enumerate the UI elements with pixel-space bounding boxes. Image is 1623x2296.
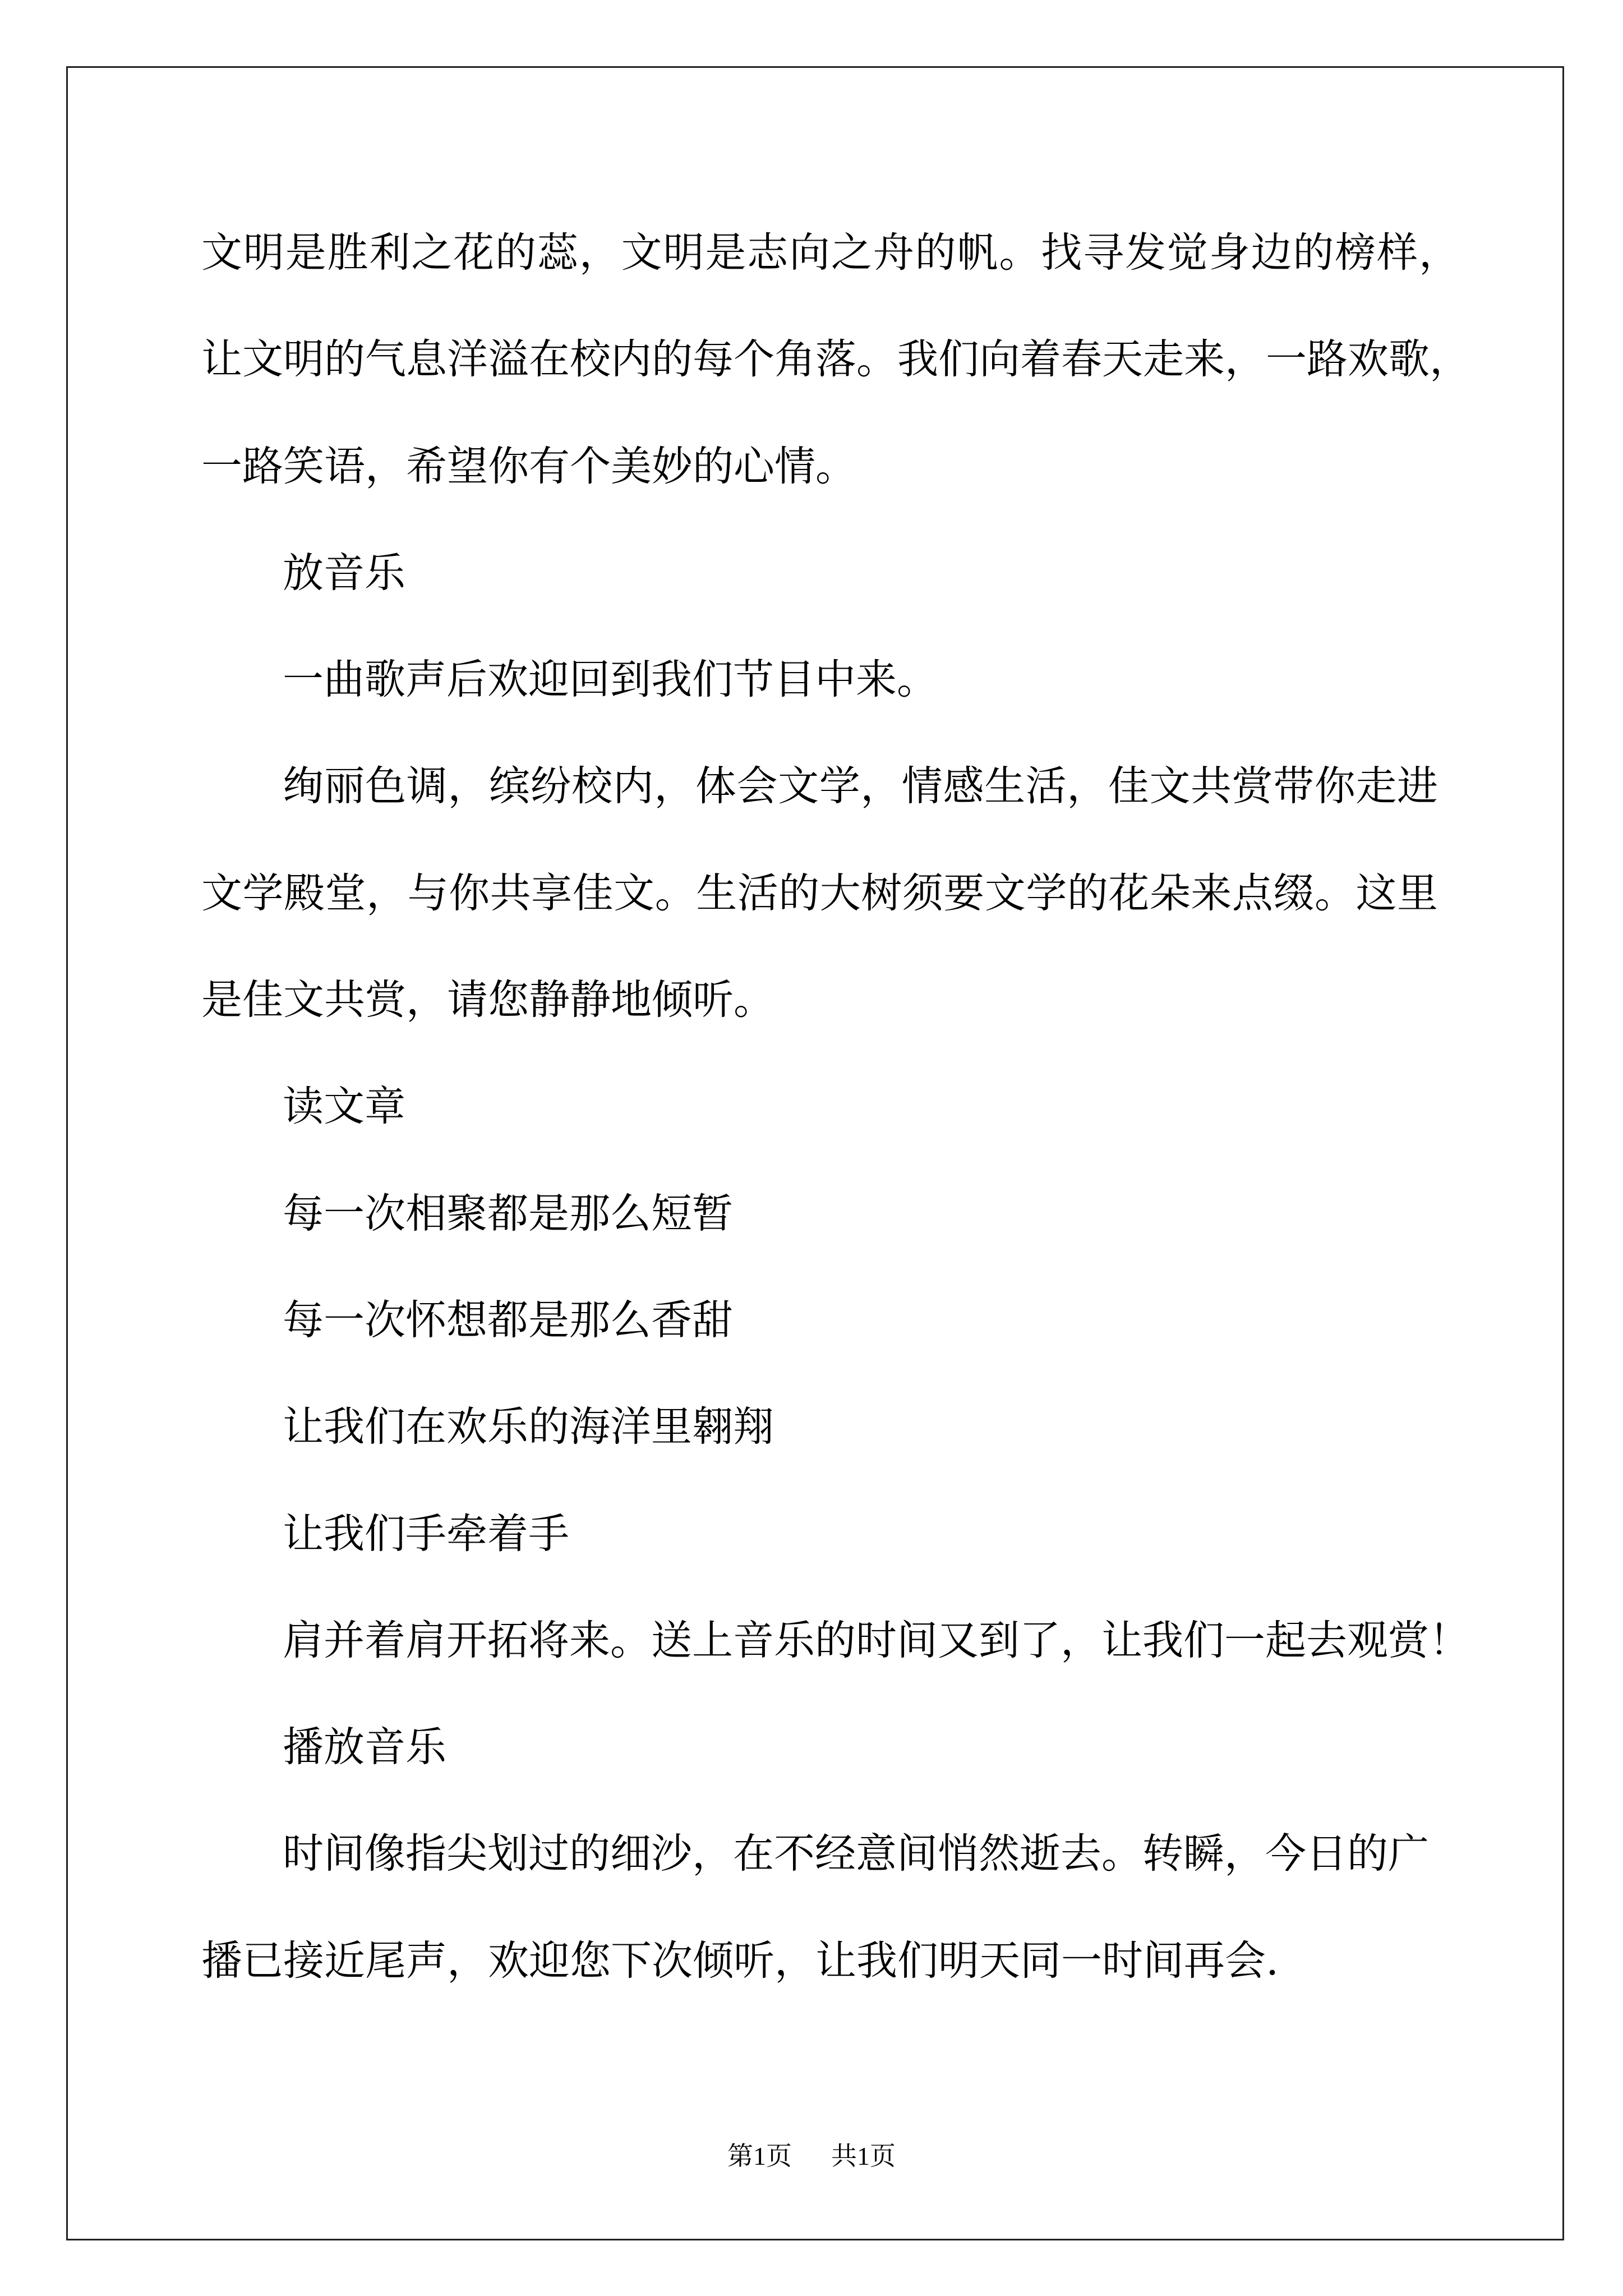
paragraph-line: 让文明的气息洋溢在校内的每个角落。我们向着春天走来，一路欢歌， bbox=[201, 335, 1470, 384]
paragraph-line: 读文章 bbox=[283, 1083, 405, 1131]
poem-line bbox=[201, 1374, 1502, 1480]
paragraph-line: 播已接近尾声，欢迎您下次倾听，让我们明天同一时间再会. bbox=[201, 1936, 1279, 1985]
paragraph-line: 播放音乐 bbox=[283, 1723, 446, 1772]
page-number: 第1页 bbox=[727, 2142, 792, 2170]
stage-direction-read-article bbox=[201, 1053, 1502, 1160]
paragraph bbox=[201, 733, 1502, 1053]
paragraph-line: 文学殿堂，与你共享佳文。生活的大树须要文学的花朵来点缀。这里 bbox=[201, 869, 1438, 917]
paragraph bbox=[201, 1588, 1502, 1694]
paragraph-line: 文明是胜利之花的蕊，文明是志向之舟的帆。找寻发觉身边的榜样， bbox=[201, 229, 1460, 277]
poem-line bbox=[201, 1267, 1502, 1374]
document-body bbox=[201, 200, 1502, 2014]
paragraph-line: 是佳文共赏，请您静静地倾听。 bbox=[201, 976, 774, 1024]
paragraph-closing bbox=[201, 1801, 1502, 2014]
page-footer bbox=[0, 2139, 1623, 2173]
paragraph-line: 绚丽色调，缤纷校内，体会文学，情感生活，佳文共赏带你走进 bbox=[283, 762, 1438, 811]
paragraph-line: 肩并着肩开拓将来。送上音乐的时间又到了，让我们一起去观赏！ bbox=[283, 1616, 1470, 1664]
paragraph-line: 每一次相聚都是那么短暂 bbox=[283, 1189, 733, 1237]
paragraph-line: 让我们手牵着手 bbox=[283, 1510, 569, 1558]
paragraph bbox=[201, 627, 1502, 733]
paragraph-line: 一路笑语，希望你有个美妙的心情。 bbox=[201, 442, 856, 490]
paragraph-line: 时间像指尖划过的细沙，在不经意间悄然逝去。转瞬，今日的广 bbox=[283, 1830, 1429, 1878]
poem-line bbox=[201, 1481, 1502, 1588]
stage-direction-play-music bbox=[201, 520, 1502, 627]
paragraph-line: 每一次怀想都是那么香甜 bbox=[283, 1296, 733, 1344]
stage-direction-play-music bbox=[201, 1694, 1502, 1801]
poem-line bbox=[201, 1161, 1502, 1267]
page-count: 共1页 bbox=[831, 2142, 896, 2170]
paragraph-line: 一曲歌声后欢迎回到我们节目中来。 bbox=[283, 656, 938, 704]
paragraph-line: 放音乐 bbox=[283, 549, 405, 597]
paragraph-continued bbox=[201, 200, 1502, 520]
paragraph-line: 让我们在欢乐的海洋里翱翔 bbox=[283, 1403, 774, 1451]
